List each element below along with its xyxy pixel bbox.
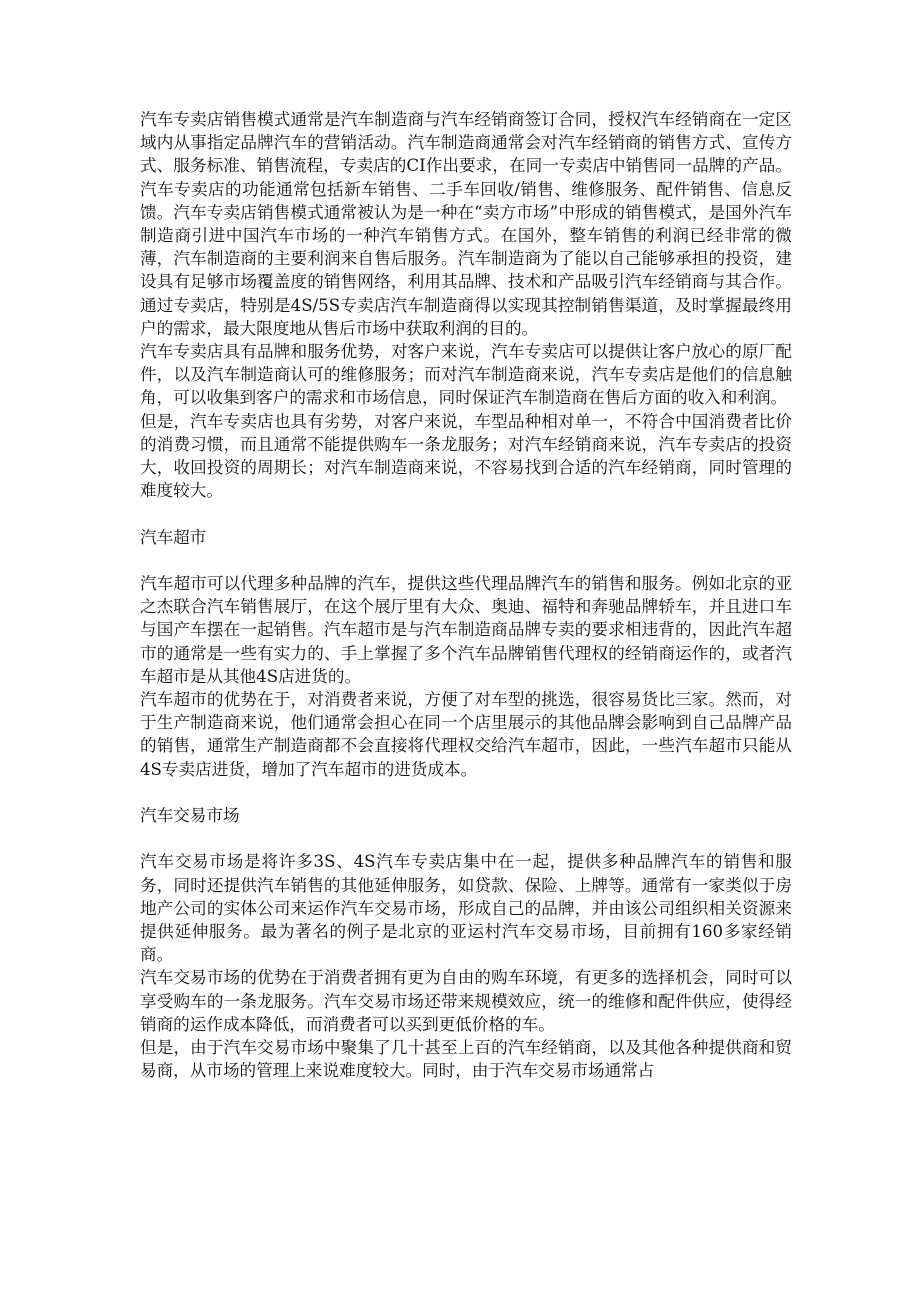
paragraph-auto-dealer-model: 汽车专卖店销售模式通常是汽车制造商与汽车经销商签订合同，授权汽车经销商在一定区域内从事指定品牌汽车的营销活动。汽车制造商通常会对汽车经销商的销售方式、宣传方式、服务标准、销售流程，专卖店的CI作出要求，在同一专卖店中销售同一品牌的产品。汽车专卖店的功能通常包括新车销售、二手车回收/销售、维修服务、配件销售、信息反馈。汽车专卖店销售模式通常被认为是一种在“卖方市场”中形成的销售模式，是国外汽车制造商引进中国汽车市场的一种汽车销售方式。在国外，整车销售的利润已经非常的微薄，汽车制造商的主要利润来自售后服务。汽车制造商为了能以自己能够承担的投资，建设具有足够市场覆盖度的销售网络，利用其品牌、技术和产品吸引汽车经销商与其合作。通过专卖店，特别是4S/5S专卖店汽车制造商得以实现其控制销售渠道，及时掌握最终用户的需求，最大限度地从售后市场中获取利润的目的。 xyxy=(140,110,792,338)
section-gap xyxy=(140,549,792,572)
paragraph-auto-trading-market-intro: 汽车交易市场是将许多3S、4S汽车专卖店集中在一起，提供多种品牌汽车的销售和服务，同时还提供汽车销售的其他延伸服务，如贷款、保险、上牌等。通常有一家类似于房地产公司的实体公司来运作汽车交易市场，形成自己的品牌，并由该公司组织相关资源来提供延伸服务。最为著名的例子是北京的亚运村汽车交易市场，目前拥有160多家经销商。 xyxy=(140,852,792,965)
section-gap xyxy=(140,827,792,850)
paragraph-auto-trading-market-disadvantages: 但是，由于汽车交易市场中聚集了几十甚至上百的汽车经销商，以及其他各种提供商和贸易商，从市场的管理上来说难度较大。同时，由于汽车交易市场通常占 xyxy=(140,1038,792,1081)
section-gap xyxy=(140,781,792,804)
paragraph-auto-dealer-disadvantages: 但是，汽车专卖店也具有劣势，对客户来说，车型品种相对单一，不符合中国消费者比价的消费习惯，而且通常不能提供购车一条龙服务；对汽车经销商来说，汽车专卖店的投资大，收回投资的周期长；对汽车制造商来说，不容易找到合适的汽车经销商，同时管理的难度较大。 xyxy=(140,411,792,501)
section-gap xyxy=(140,502,792,525)
heading-auto-trading-market: 汽车交易市场 xyxy=(140,806,240,826)
paragraph-auto-supermarket-advantages: 汽车超市的优势在于，对消费者来说，方便了对车型的挑选，很容易货比三家。然而，对于生产制造商来说，他们通常会担心在同一个店里展示的其他品牌会影响到自己品牌产品的销售，通常生产制造商都不会直接将代理权交给汽车超市，因此，一些汽车超市只能从4S专卖店进货，增加了汽车超市的进货成本。 xyxy=(140,690,792,779)
paragraph-auto-supermarket-intro: 汽车超市可以代理多种品牌的汽车，提供这些代理品牌汽车的销售和服务。例如北京的亚之杰联合汽车销售展厅，在这个展厅里有大众、奥迪、福特和奔驰品牌轿车，并且进口车与国产车摆在一起销售。汽车超市是与汽车制造商品牌专卖的要求相违背的，因此汽车超市的通常是一些有实力的、手上掌握了多个汽车品牌销售代理权的经销商运作的，或者汽车超市是从其他4S店进货的。 xyxy=(140,574,792,686)
paragraph-auto-dealer-advantages: 汽车专卖店具有品牌和服务优势，对客户来说，汽车专卖店可以提供让客户放心的原厂配件，以及汽车制造商认可的维修服务；而对汽车制造商来说，汽车专卖店是他们的信息触角，可以收集到客户的需求和市场信息，同时保证汽车制造商在售后方面的收入和利润。 xyxy=(140,342,792,408)
document-body xyxy=(140,108,792,1082)
heading-auto-supermarket: 汽车超市 xyxy=(140,527,207,547)
paragraph-auto-trading-market-advantages: 汽车交易市场的优势在于消费者拥有更为自由的购车环境，有更多的选择机会，同时可以享受购车的一条龙服务。汽车交易市场还带来规模效应，统一的维修和配件供应，使得经销商的运作成本降低，而消费者可以买到更低价格的车。 xyxy=(140,968,792,1034)
